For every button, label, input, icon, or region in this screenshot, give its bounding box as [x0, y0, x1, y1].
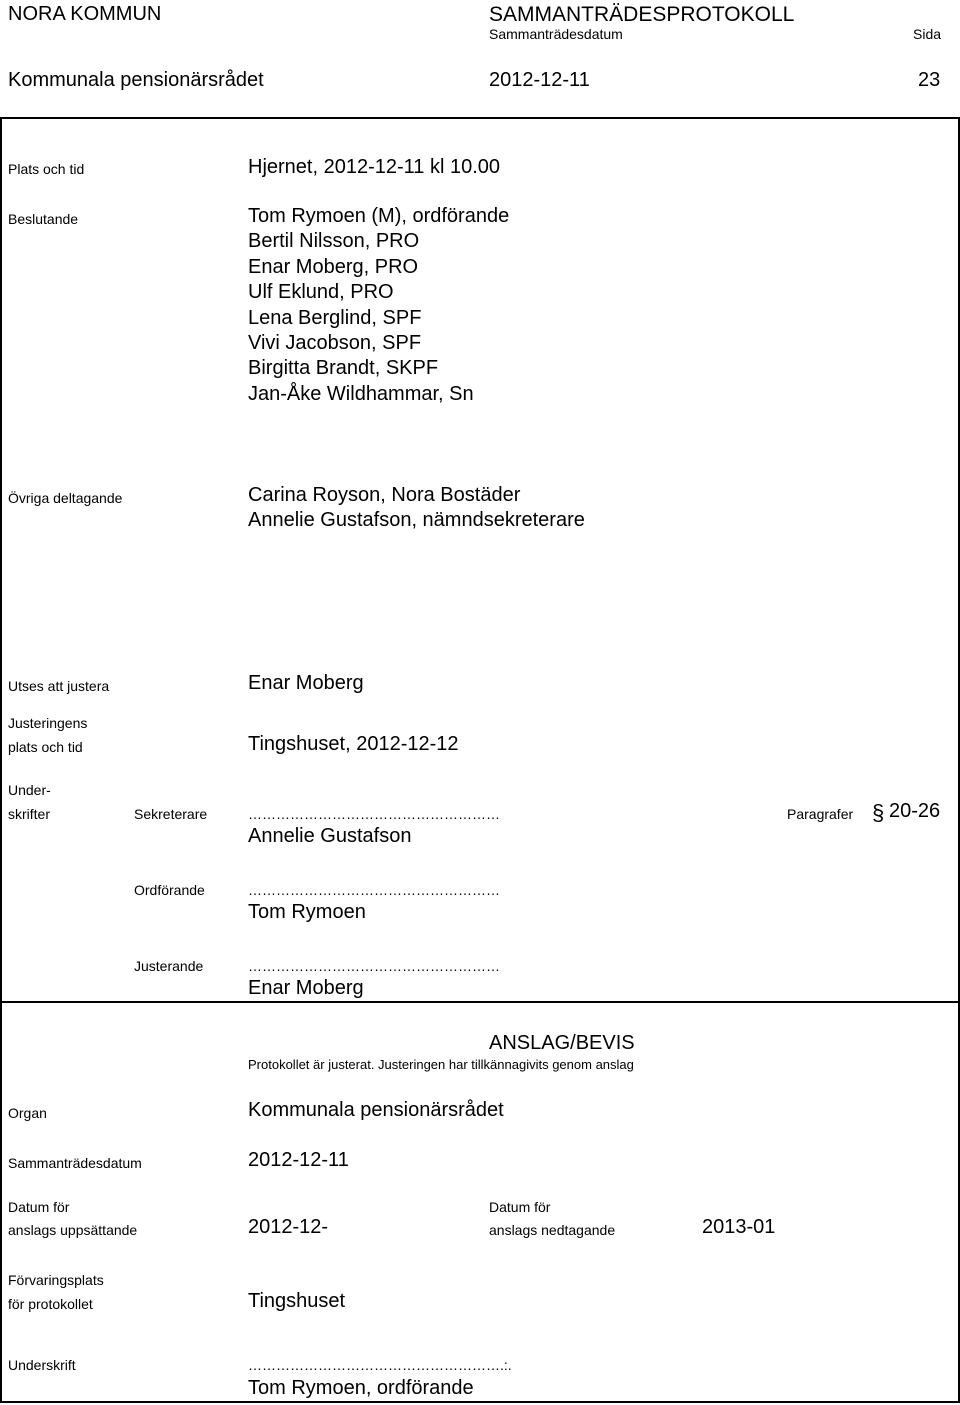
bottom-rule [0, 1401, 960, 1403]
notice-subtitle: Protokollet är justerat. Justeringen har tillkännagivits genom anslag [248, 1057, 634, 1072]
adjuster-role: Justerande [134, 958, 204, 974]
adjuster-value: Enar Moberg [248, 672, 364, 694]
decision-maker: Ulf Eklund, PRO [248, 281, 394, 304]
signature-label: Underskrift [8, 1357, 76, 1373]
decision-makers-list [248, 204, 509, 407]
committee-name: Kommunala pensionärsrådet [8, 69, 264, 91]
decision-maker: Jan-Åke Wildhammar, Sn [248, 382, 474, 405]
adjuster-name: Enar Moberg [248, 977, 364, 999]
organ-value: Kommunala pensionärsrådet [248, 1099, 504, 1121]
other-participant: Annelie Gustafson, nämndsekreterare [248, 509, 585, 532]
signature-line: ……………………………………………… [248, 882, 500, 898]
signer-name: Tom Rymoen, ordförande [248, 1377, 474, 1399]
page-label: Sida [913, 26, 942, 42]
organ-label: Organ [8, 1105, 47, 1121]
decision-maker: Enar Moberg, PRO [248, 255, 419, 278]
signature-line: ……………………………………………… [248, 806, 500, 822]
meeting-date-label: Sammanträdesdatum [8, 1155, 142, 1171]
secretary-role: Sekreterare [134, 806, 208, 822]
storage-label-cont: för protokollet [8, 1296, 93, 1312]
secretary-name: Annelie Gustafson [248, 825, 412, 847]
posted-date-value: 2012-12- [248, 1216, 329, 1238]
other-participants-label: Övriga deltagande [8, 490, 123, 506]
removed-date-label-cont: anslags nedtagande [489, 1222, 616, 1238]
decision-maker: Lena Berglind, SPF [248, 306, 422, 329]
removed-date-value: 2013-01 [702, 1216, 776, 1238]
date-label: Sammanträdesdatum [489, 26, 623, 42]
signatures-label-cont: skrifter [8, 806, 50, 822]
meeting-date: 2012-12-11 [489, 69, 590, 91]
municipality-name: NORA KOMMUN [8, 3, 162, 25]
posted-date-label: Datum för [8, 1199, 70, 1215]
top-rule [0, 117, 960, 119]
decision-makers-label: Beslutande [8, 211, 79, 227]
decision-maker: Bertil Nilsson, PRO [248, 230, 420, 253]
other-participant: Carina Royson, Nora Bostäder [248, 484, 521, 506]
section-divider [0, 1001, 960, 1003]
chair-name: Tom Rymoen [248, 901, 366, 923]
adjuster-label: Utses att justera [8, 678, 110, 694]
notice-title: ANSLAG/BEVIS [489, 1032, 635, 1054]
adjust-place-value: Tingshuset, 2012-12-12 [248, 733, 459, 755]
decision-maker: Vivi Jacobson, SPF [248, 332, 422, 355]
storage-label: Förvaringsplats [8, 1272, 104, 1288]
paragraphs-value: 20-26 [889, 800, 941, 822]
adjust-place-label: Justeringens [8, 715, 88, 731]
signature-line: ……………………………………………… [248, 958, 500, 974]
decision-maker: Birgitta Brandt, SKPF [248, 357, 439, 380]
paragraphs-label: Paragrafer [787, 806, 854, 822]
meeting-date-value: 2012-12-11 [248, 1149, 349, 1171]
other-participants-list [248, 483, 585, 534]
removed-date-label: Datum för [489, 1199, 551, 1215]
page-number: 23 [918, 69, 941, 91]
chair-role: Ordförande [134, 882, 205, 898]
signature-line: ……………………………………………….:. [248, 1357, 512, 1373]
signatures-label: Under- [8, 782, 51, 798]
storage-value: Tingshuset [248, 1290, 346, 1312]
left-rule [0, 117, 2, 1403]
paragraph-symbol: § [872, 800, 885, 825]
decision-maker: Tom Rymoen (M), ordförande [248, 205, 510, 227]
place-time-label: Plats och tid [8, 161, 85, 177]
place-time-value: Hjernet, 2012-12-11 kl 10.00 [248, 156, 501, 178]
posted-date-label-cont: anslags uppsättande [8, 1222, 138, 1238]
adjust-time-label: plats och tid [8, 739, 83, 755]
document-type: SAMMANTRÄDESPROTOKOLL [489, 3, 795, 26]
